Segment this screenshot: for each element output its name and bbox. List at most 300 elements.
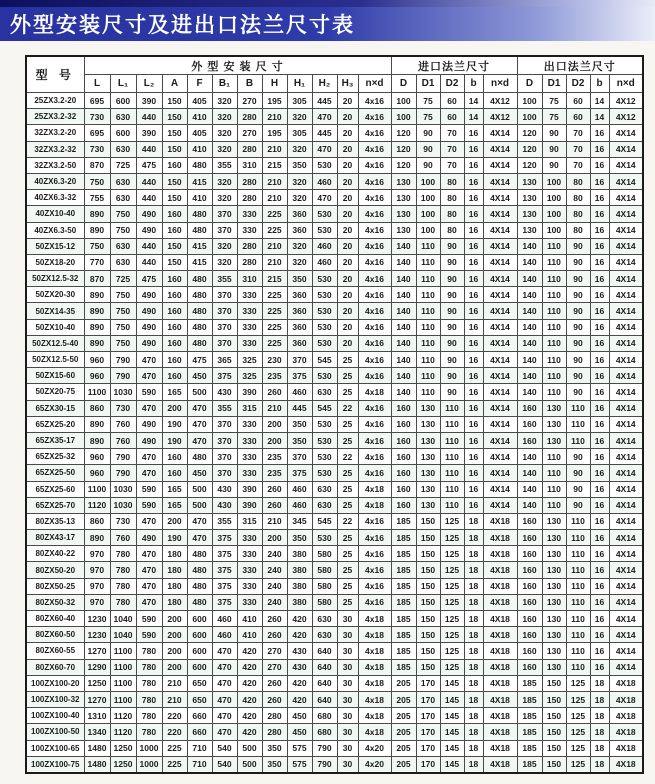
value-cell: 600 [110,125,136,141]
value-cell: 140 [391,254,416,270]
value-cell: 350 [287,530,312,546]
value-cell: 130 [542,530,566,546]
value-cell: 130 [542,546,566,562]
value-cell: 4X14 [483,368,517,384]
value-cell: 430 [212,481,237,497]
value-cell: 160 [162,206,187,222]
value-cell: 270 [237,93,262,109]
model-cell: 32ZX3.2-20 [26,125,84,141]
value-cell: 4X14 [609,659,643,675]
value-cell: 1270 [84,643,110,659]
value-cell: 4X18 [609,724,643,740]
value-cell: 750 [110,206,136,222]
value-cell: 16 [464,368,483,384]
value-cell: 150 [162,254,187,270]
table-row [26,481,643,497]
value-cell: 16 [590,384,609,400]
value-cell: 125 [440,659,464,675]
value-cell: 575 [287,740,312,756]
value-cell: 90 [542,141,566,157]
value-cell: 4x18 [358,659,391,675]
value-cell: 1340 [84,724,110,740]
value-cell: 16 [464,319,483,335]
value-cell: 70 [440,125,464,141]
value-cell: 770 [84,254,110,270]
value-cell: 960 [84,449,110,465]
value-cell: 16 [590,594,609,610]
value-cell: 330 [237,206,262,222]
value-cell: 4x16 [358,254,391,270]
value-cell: 110 [566,594,590,610]
value-cell: 110 [566,659,590,675]
value-cell: 110 [416,254,440,270]
value-cell: 145 [440,708,464,724]
value-cell: 260 [262,675,287,691]
column-header-17: D [517,75,542,93]
value-cell: 110 [416,368,440,384]
value-cell: 170 [416,691,440,707]
value-cell: 440 [136,254,162,270]
value-cell: 640 [312,691,337,707]
value-cell: 90 [440,287,464,303]
value-cell: 470 [136,578,162,594]
value-cell: 890 [84,287,110,303]
value-cell: 75 [416,93,440,109]
table-row [26,659,643,675]
value-cell: 780 [136,691,162,707]
value-cell: 60 [566,109,590,125]
value-cell: 140 [517,303,542,319]
value-cell: 4X18 [483,724,517,740]
value-cell: 130 [391,190,416,206]
value-cell: 185 [391,643,416,659]
value-cell: 150 [162,173,187,189]
value-cell: 470 [136,513,162,529]
value-cell: 18 [464,659,483,675]
value-cell: 110 [542,271,566,287]
value-cell: 100 [517,109,542,125]
table-row [26,756,643,773]
model-cell: 80ZX60-50 [26,627,84,643]
value-cell: 200 [162,513,187,529]
model-cell: 25ZX3.2-32 [26,109,84,125]
table-row [26,303,643,319]
value-cell: 1100 [110,691,136,707]
value-cell: 110 [416,384,440,400]
table-row [26,708,643,724]
value-cell: 110 [416,238,440,254]
value-cell: 490 [136,206,162,222]
value-cell: 470 [187,513,212,529]
value-cell: 16 [464,303,483,319]
value-cell: 16 [590,449,609,465]
value-cell: 4X14 [483,254,517,270]
value-cell: 410 [187,109,212,125]
value-cell: 205 [391,740,416,756]
value-cell: 4X14 [609,141,643,157]
value-cell: 320 [212,93,237,109]
value-cell: 160 [162,335,187,351]
value-cell: 4x16 [358,141,391,157]
value-cell: 25 [337,530,358,546]
value-cell: 160 [391,497,416,513]
value-cell: 4X14 [609,513,643,529]
model-cell: 50ZX18-20 [26,254,84,270]
value-cell: 4x16 [358,271,391,287]
value-cell: 330 [237,416,262,432]
value-cell: 75 [542,109,566,125]
value-cell: 4X14 [609,287,643,303]
value-cell: 240 [262,546,287,562]
value-cell: 460 [287,384,312,400]
value-cell: 760 [110,416,136,432]
value-cell: 480 [187,303,212,319]
value-cell: 360 [287,335,312,351]
value-cell: 320 [212,141,237,157]
value-cell: 375 [212,594,237,610]
value-cell: 4X12 [483,109,517,125]
model-cell: 100ZX100-50 [26,724,84,740]
value-cell: 160 [162,222,187,238]
value-cell: 30 [337,740,358,756]
column-header-21: n×d [609,75,643,93]
value-cell: 260 [262,481,287,497]
value-cell: 650 [187,675,212,691]
value-cell: 110 [440,497,464,513]
value-cell: 4X14 [483,400,517,416]
value-cell: 80 [566,206,590,222]
value-cell: 780 [110,546,136,562]
value-cell: 4x16 [358,157,391,173]
value-cell: 890 [84,319,110,335]
model-cell: 50ZX14-35 [26,303,84,319]
value-cell: 90 [440,254,464,270]
column-header-11: n×d [358,75,391,93]
value-cell: 20 [337,141,358,157]
value-cell: 200 [262,416,287,432]
value-cell: 4X18 [609,691,643,707]
value-cell: 4X14 [609,238,643,254]
value-cell: 370 [212,432,237,448]
value-cell: 110 [542,481,566,497]
value-cell: 470 [212,675,237,691]
value-cell: 270 [262,643,287,659]
page-title: 外型安装尺寸及进出口法兰尺寸表 [10,13,355,37]
value-cell: 380 [287,594,312,610]
value-cell: 210 [262,513,287,529]
value-cell: 185 [517,691,542,707]
value-cell: 110 [542,319,566,335]
value-cell: 480 [187,287,212,303]
value-cell: 130 [391,173,416,189]
value-cell: 315 [237,400,262,416]
value-cell: 140 [517,368,542,384]
value-cell: 160 [517,594,542,610]
value-cell: 60 [440,109,464,125]
value-cell: 370 [212,335,237,351]
value-cell: 970 [84,594,110,610]
value-cell: 4X18 [483,708,517,724]
value-cell: 480 [187,562,212,578]
value-cell: 490 [136,319,162,335]
value-cell: 350 [262,740,287,756]
value-cell: 190 [162,416,187,432]
value-cell: 210 [262,400,287,416]
value-cell: 110 [542,303,566,319]
value-cell: 790 [110,352,136,368]
value-cell: 780 [110,578,136,594]
value-cell: 360 [287,319,312,335]
value-cell: 630 [110,190,136,206]
value-cell: 110 [440,416,464,432]
value-cell: 345 [287,513,312,529]
model-cell: 50ZX12.5-50 [26,352,84,368]
value-cell: 4X18 [483,643,517,659]
value-cell: 16 [590,432,609,448]
value-cell: 490 [136,335,162,351]
value-cell: 20 [337,238,358,254]
value-cell: 160 [517,432,542,448]
value-cell: 470 [187,416,212,432]
value-cell: 4X14 [483,497,517,513]
value-cell: 130 [416,416,440,432]
value-cell: 460 [212,611,237,627]
value-cell: 30 [337,675,358,691]
value-cell: 490 [136,222,162,238]
value-cell: 14 [590,93,609,109]
value-cell: 90 [440,319,464,335]
value-cell: 120 [517,141,542,157]
value-cell: 710 [187,756,212,773]
value-cell: 780 [136,675,162,691]
model-cell: 100ZX100-65 [26,740,84,756]
value-cell: 365 [212,352,237,368]
value-cell: 1030 [110,384,136,400]
group-header-row [26,56,643,75]
value-cell: 1230 [84,611,110,627]
value-cell: 205 [391,756,416,773]
value-cell: 480 [187,222,212,238]
value-cell: 970 [84,546,110,562]
value-cell: 460 [212,627,237,643]
value-cell: 110 [542,335,566,351]
value-cell: 150 [542,675,566,691]
value-cell: 110 [542,287,566,303]
value-cell: 470 [136,465,162,481]
value-cell: 4X14 [609,465,643,481]
value-cell: 4x20 [358,740,391,756]
value-cell: 16 [464,432,483,448]
value-cell: 185 [391,611,416,627]
table-row [26,141,643,157]
value-cell: 18 [464,578,483,594]
value-cell: 4x16 [358,465,391,481]
value-cell: 18 [590,740,609,756]
column-header-15: b [464,75,483,93]
value-cell: 160 [517,578,542,594]
value-cell: 110 [566,416,590,432]
value-cell: 490 [136,303,162,319]
column-header-18: D1 [542,75,566,93]
value-cell: 750 [110,222,136,238]
value-cell: 530 [312,222,337,238]
value-cell: 490 [136,432,162,448]
value-cell: 330 [237,562,262,578]
value-cell: 470 [187,530,212,546]
value-cell: 16 [590,352,609,368]
column-header-12: D [391,75,416,93]
value-cell: 110 [566,546,590,562]
value-cell: 22 [337,513,358,529]
value-cell: 380 [287,578,312,594]
value-cell: 210 [262,190,287,206]
value-cell: 150 [416,594,440,610]
value-cell: 480 [187,594,212,610]
value-cell: 225 [162,756,187,773]
value-cell: 110 [566,432,590,448]
value-cell: 4X14 [609,416,643,432]
value-cell: 16 [590,222,609,238]
value-cell: 140 [391,303,416,319]
value-cell: 530 [312,530,337,546]
value-cell: 4x16 [358,238,391,254]
model-cell: 50ZX12.5-40 [26,335,84,351]
value-cell: 4X14 [609,173,643,189]
value-cell: 725 [110,271,136,287]
value-cell: 420 [237,659,262,675]
value-cell: 185 [391,546,416,562]
value-cell: 110 [542,254,566,270]
value-cell: 780 [136,659,162,675]
value-cell: 16 [464,465,483,481]
model-cell: 25ZX3.2-20 [26,93,84,109]
value-cell: 470 [136,352,162,368]
value-cell: 640 [312,643,337,659]
value-cell: 330 [237,335,262,351]
value-cell: 1250 [110,740,136,756]
value-cell: 90 [440,303,464,319]
value-cell: 130 [542,611,566,627]
value-cell: 870 [84,157,110,173]
value-cell: 195 [262,125,287,141]
value-cell: 4X18 [483,675,517,691]
value-cell: 30 [337,708,358,724]
value-cell: 185 [391,627,416,643]
value-cell: 4X18 [483,611,517,627]
value-cell: 1030 [110,481,136,497]
value-cell: 1270 [84,691,110,707]
table-row [26,740,643,756]
value-cell: 630 [312,497,337,513]
model-cell: 50ZX15-60 [26,368,84,384]
value-cell: 160 [517,513,542,529]
value-cell: 4X14 [483,432,517,448]
value-cell: 4X14 [609,368,643,384]
value-cell: 140 [517,271,542,287]
value-cell: 475 [187,352,212,368]
value-cell: 4X18 [483,513,517,529]
value-cell: 110 [416,303,440,319]
value-cell: 330 [237,530,262,546]
value-cell: 16 [590,416,609,432]
value-cell: 16 [464,206,483,222]
value-cell: 420 [287,675,312,691]
value-cell: 70 [566,125,590,141]
value-cell: 130 [542,513,566,529]
model-cell: 40ZX10-40 [26,206,84,222]
value-cell: 4x18 [358,708,391,724]
value-cell: 390 [237,481,262,497]
value-cell: 16 [590,254,609,270]
value-cell: 16 [590,303,609,319]
value-cell: 355 [212,400,237,416]
value-cell: 220 [162,724,187,740]
value-cell: 330 [237,432,262,448]
model-cell: 65ZX25-70 [26,497,84,513]
value-cell: 890 [84,303,110,319]
model-cell: 65ZX25-60 [26,481,84,497]
value-cell: 580 [312,578,337,594]
value-cell: 160 [162,319,187,335]
value-cell: 110 [416,352,440,368]
value-cell: 110 [542,384,566,400]
value-cell: 160 [517,659,542,675]
value-cell: 440 [136,109,162,125]
value-cell: 4X14 [483,287,517,303]
value-cell: 470 [136,368,162,384]
value-cell: 4X18 [483,756,517,773]
table-row [26,513,643,529]
value-cell: 320 [212,173,237,189]
value-cell: 90 [440,335,464,351]
model-cell: 50ZX20-30 [26,287,84,303]
value-cell: 695 [84,93,110,109]
value-cell: 130 [542,643,566,659]
value-cell: 260 [262,627,287,643]
column-header-19: D2 [566,75,590,93]
value-cell: 16 [464,254,483,270]
value-cell: 4X18 [609,708,643,724]
value-cell: 130 [416,497,440,513]
value-cell: 20 [337,287,358,303]
value-cell: 640 [312,659,337,675]
value-cell: 370 [287,449,312,465]
value-cell: 725 [110,157,136,173]
value-cell: 630 [312,384,337,400]
value-cell: 160 [517,530,542,546]
value-cell: 150 [416,611,440,627]
model-cell: 50ZX15-12 [26,238,84,254]
value-cell: 20 [337,335,358,351]
value-cell: 235 [262,368,287,384]
value-cell: 210 [262,254,287,270]
value-cell: 630 [110,173,136,189]
value-cell: 970 [84,562,110,578]
value-cell: 140 [517,497,542,513]
value-cell: 30 [337,643,358,659]
value-cell: 480 [187,157,212,173]
value-cell: 420 [237,691,262,707]
model-cell: 100ZX100-32 [26,691,84,707]
value-cell: 140 [517,319,542,335]
value-cell: 305 [287,93,312,109]
table-row [26,497,643,513]
value-cell: 145 [440,756,464,773]
dimensions-table [25,55,644,774]
value-cell: 150 [162,125,187,141]
value-cell: 145 [440,691,464,707]
value-cell: 730 [110,513,136,529]
